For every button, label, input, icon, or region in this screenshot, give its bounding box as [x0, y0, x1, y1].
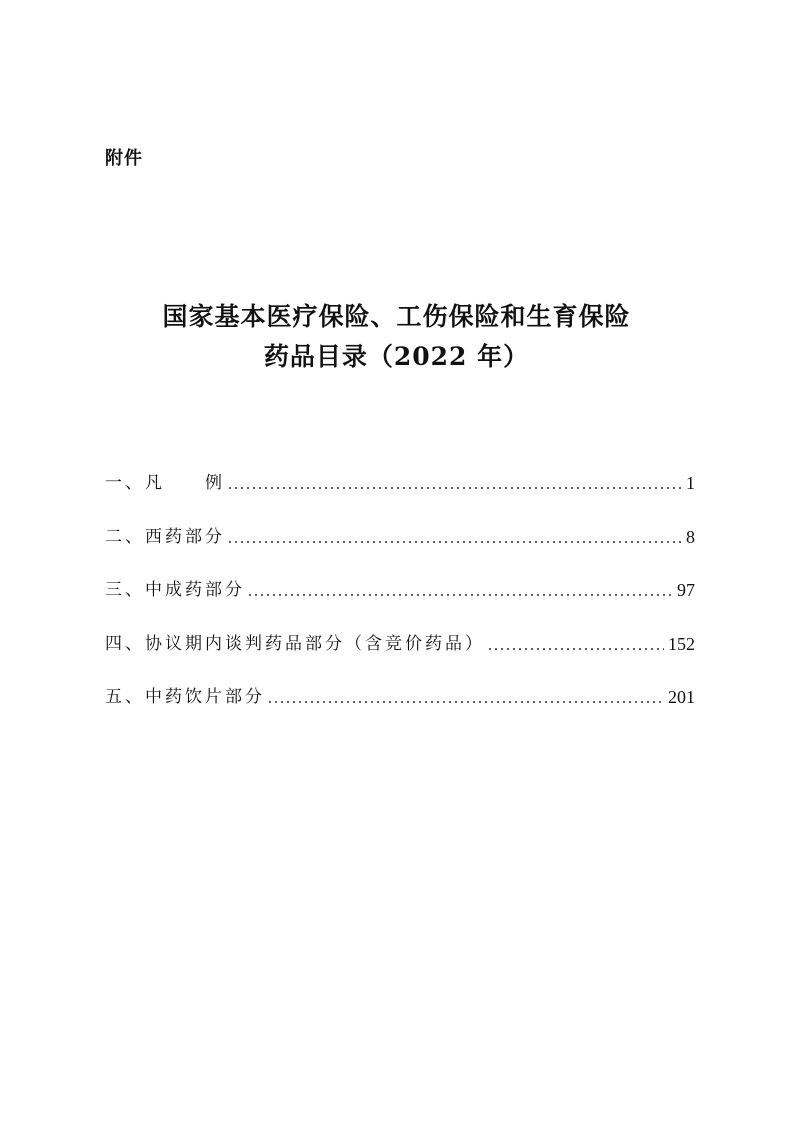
toc-entry-chinese-patent-medicine	[105, 577, 695, 631]
toc-entry-western-medicine	[105, 524, 695, 578]
toc-leader-dots	[227, 524, 682, 550]
toc-entry-page: 1	[686, 473, 695, 493]
toc-entry-negotiated-drugs	[105, 631, 695, 685]
toc-entry-label: 五、中药饮片部分	[105, 687, 265, 707]
table-of-contents	[105, 470, 695, 738]
toc-entry-label: 一、凡 例	[105, 473, 225, 493]
attachment-label: 附件	[105, 148, 143, 169]
toc-entry-label: 二、西药部分	[105, 526, 225, 547]
toc-entry-herbal-pieces	[105, 684, 695, 738]
toc-entry-page: 8	[686, 526, 695, 547]
toc-entry-general-rules	[105, 470, 695, 524]
toc-leader-dots	[487, 631, 664, 657]
toc-entry-label: 四、协议期内谈判药品部分（含竞价药品）	[105, 633, 485, 654]
document-title-line-1: 国家基本医疗保险、工伤保险和生育保险	[162, 302, 631, 331]
toc-leader-dots	[227, 470, 682, 496]
toc-leader-dots	[247, 577, 673, 603]
document-title-line-2: 药品目录（2022 年）	[263, 342, 530, 371]
toc-leader-dots	[267, 684, 664, 710]
toc-entry-page: 97	[677, 580, 695, 600]
toc-entry-page: 201	[668, 687, 695, 707]
toc-entry-page: 152	[668, 633, 695, 654]
toc-entry-label: 三、中成药部分	[105, 580, 245, 600]
